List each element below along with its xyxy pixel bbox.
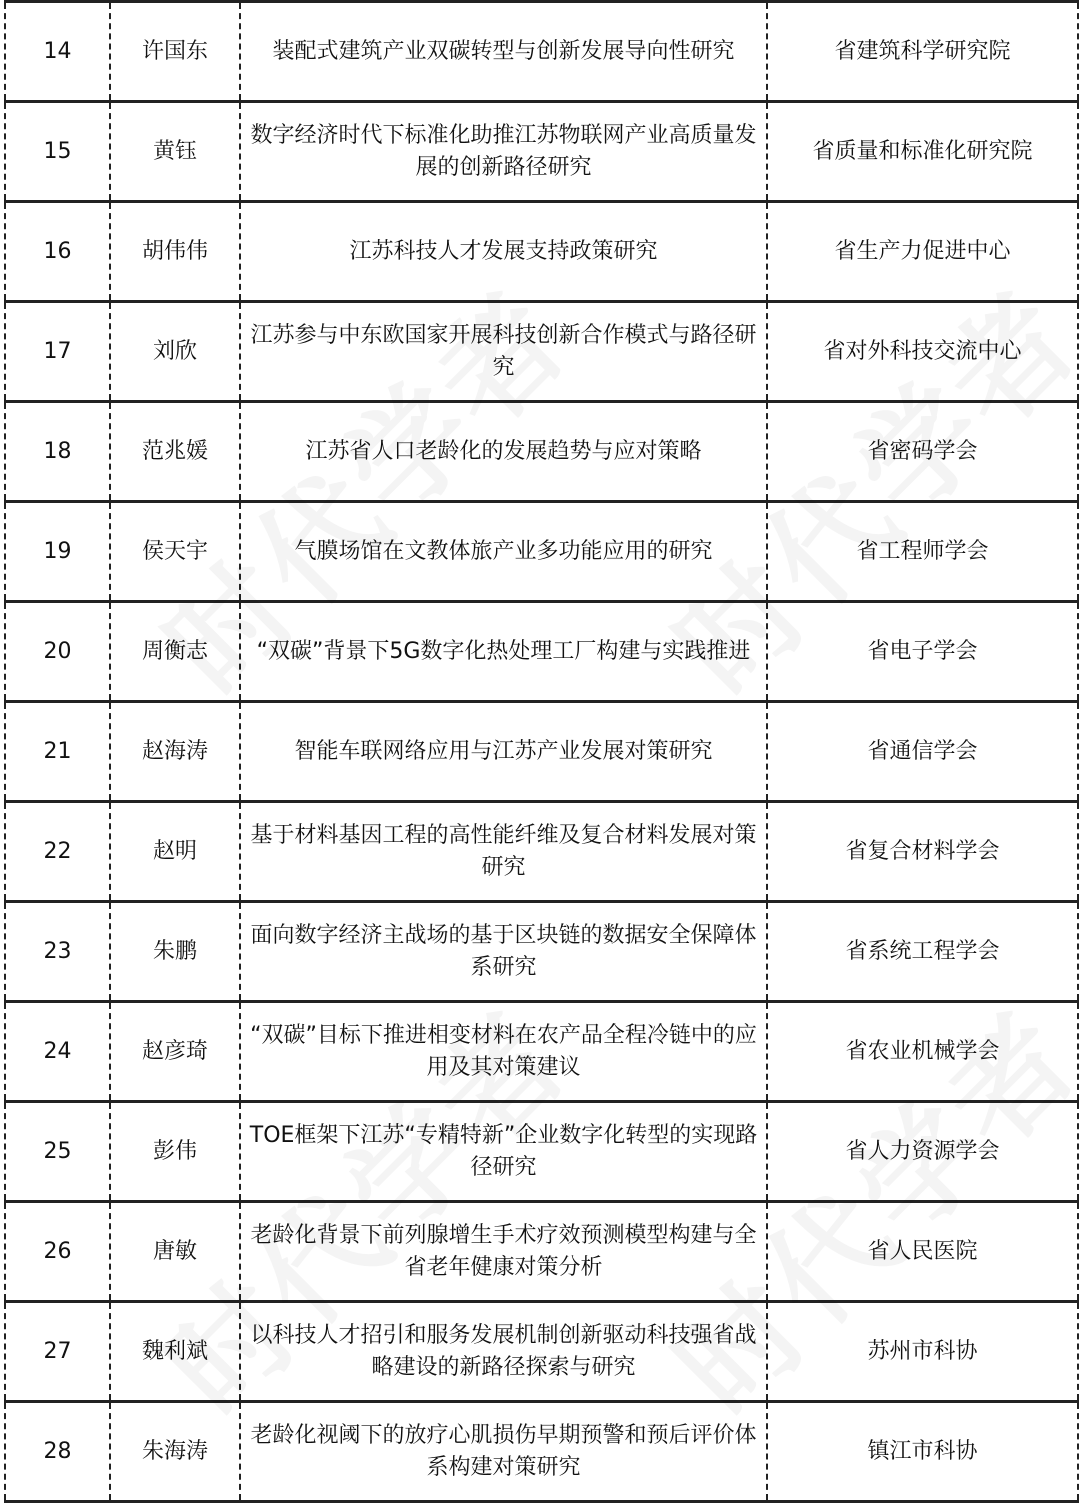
row-number: 22 — [5, 802, 110, 902]
organization: 省通信学会 — [767, 702, 1078, 802]
row-number: 26 — [5, 1202, 110, 1302]
researcher-name: 赵明 — [110, 802, 240, 902]
table-row — [5, 602, 1078, 702]
researcher-name: 彭伟 — [110, 1102, 240, 1202]
row-number: 17 — [5, 302, 110, 402]
row-number: 27 — [5, 1302, 110, 1402]
project-title: 江苏科技人才发展支持政策研究 — [240, 202, 767, 302]
table-row — [5, 1002, 1078, 1102]
table-row — [5, 202, 1078, 302]
row-number: 14 — [5, 2, 110, 102]
researcher-name: 唐敏 — [110, 1202, 240, 1302]
organization: 省对外科技交流中心 — [767, 302, 1078, 402]
researcher-name: 周衡志 — [110, 602, 240, 702]
project-title: 装配式建筑产业双碳转型与创新发展导向性研究 — [240, 2, 767, 102]
researcher-name: 许国东 — [110, 2, 240, 102]
table-row — [5, 102, 1078, 202]
table-row — [5, 1302, 1078, 1402]
row-number: 23 — [5, 902, 110, 1002]
project-title: 老龄化背景下前列腺增生手术疗效预测模型构建与全省老年健康对策分析 — [240, 1202, 767, 1302]
project-title: 智能车联网络应用与江苏产业发展对策研究 — [240, 702, 767, 802]
row-number: 15 — [5, 102, 110, 202]
project-title: 气膜场馆在文教体旅产业多功能应用的研究 — [240, 502, 767, 602]
organization: 省质量和标准化研究院 — [767, 102, 1078, 202]
project-title: “双碳”背景下5G数字化热处理工厂构建与实践推进 — [240, 602, 767, 702]
organization: 省密码学会 — [767, 402, 1078, 502]
row-number: 25 — [5, 1102, 110, 1202]
researcher-name: 赵海涛 — [110, 702, 240, 802]
project-table — [4, 0, 1079, 1503]
row-number: 16 — [5, 202, 110, 302]
researcher-name: 朱鹏 — [110, 902, 240, 1002]
table-row — [5, 802, 1078, 902]
researcher-name: 赵彦琦 — [110, 1002, 240, 1102]
project-title: 老龄化视阈下的放疗心肌损伤早期预警和预后评价体系构建对策研究 — [240, 1402, 767, 1502]
table-row — [5, 502, 1078, 602]
row-number: 24 — [5, 1002, 110, 1102]
table-row — [5, 1202, 1078, 1302]
researcher-name: 刘欣 — [110, 302, 240, 402]
row-number: 21 — [5, 702, 110, 802]
table-row — [5, 2, 1078, 102]
table-row — [5, 1102, 1078, 1202]
project-title: 江苏省人口老龄化的发展趋势与应对策略 — [240, 402, 767, 502]
table-row — [5, 902, 1078, 1002]
row-number: 28 — [5, 1402, 110, 1502]
organization: 省系统工程学会 — [767, 902, 1078, 1002]
table-row — [5, 702, 1078, 802]
project-title: TOE框架下江苏“专精特新”企业数字化转型的实现路径研究 — [240, 1102, 767, 1202]
project-title: 面向数字经济主战场的基于区块链的数据安全保障体系研究 — [240, 902, 767, 1002]
organization: 省农业机械学会 — [767, 1002, 1078, 1102]
row-number: 18 — [5, 402, 110, 502]
organization: 省人力资源学会 — [767, 1102, 1078, 1202]
researcher-name: 胡伟伟 — [110, 202, 240, 302]
row-number: 19 — [5, 502, 110, 602]
organization: 省人民医院 — [767, 1202, 1078, 1302]
researcher-name: 魏利斌 — [110, 1302, 240, 1402]
organization: 苏州市科协 — [767, 1302, 1078, 1402]
researcher-name: 朱海涛 — [110, 1402, 240, 1502]
project-title: 江苏参与中东欧国家开展科技创新合作模式与路径研究 — [240, 302, 767, 402]
researcher-name: 侯天宇 — [110, 502, 240, 602]
row-number: 20 — [5, 602, 110, 702]
project-title: 基于材料基因工程的高性能纤维及复合材料发展对策研究 — [240, 802, 767, 902]
organization: 省复合材料学会 — [767, 802, 1078, 902]
project-title: 数字经济时代下标准化助推江苏物联网产业高质量发展的创新路径研究 — [240, 102, 767, 202]
table-row — [5, 402, 1078, 502]
project-title: 以科技人才招引和服务发展机制创新驱动科技强省战略建设的新路径探索与研究 — [240, 1302, 767, 1402]
organization: 镇江市科协 — [767, 1402, 1078, 1502]
organization: 省建筑科学研究院 — [767, 2, 1078, 102]
organization: 省电子学会 — [767, 602, 1078, 702]
organization: 省生产力促进中心 — [767, 202, 1078, 302]
organization: 省工程师学会 — [767, 502, 1078, 602]
researcher-name: 范兆媛 — [110, 402, 240, 502]
table-row — [5, 302, 1078, 402]
project-title: “双碳”目标下推进相变材料在农产品全程冷链中的应用及其对策建议 — [240, 1002, 767, 1102]
researcher-name: 黄钰 — [110, 102, 240, 202]
table-row — [5, 1402, 1078, 1502]
